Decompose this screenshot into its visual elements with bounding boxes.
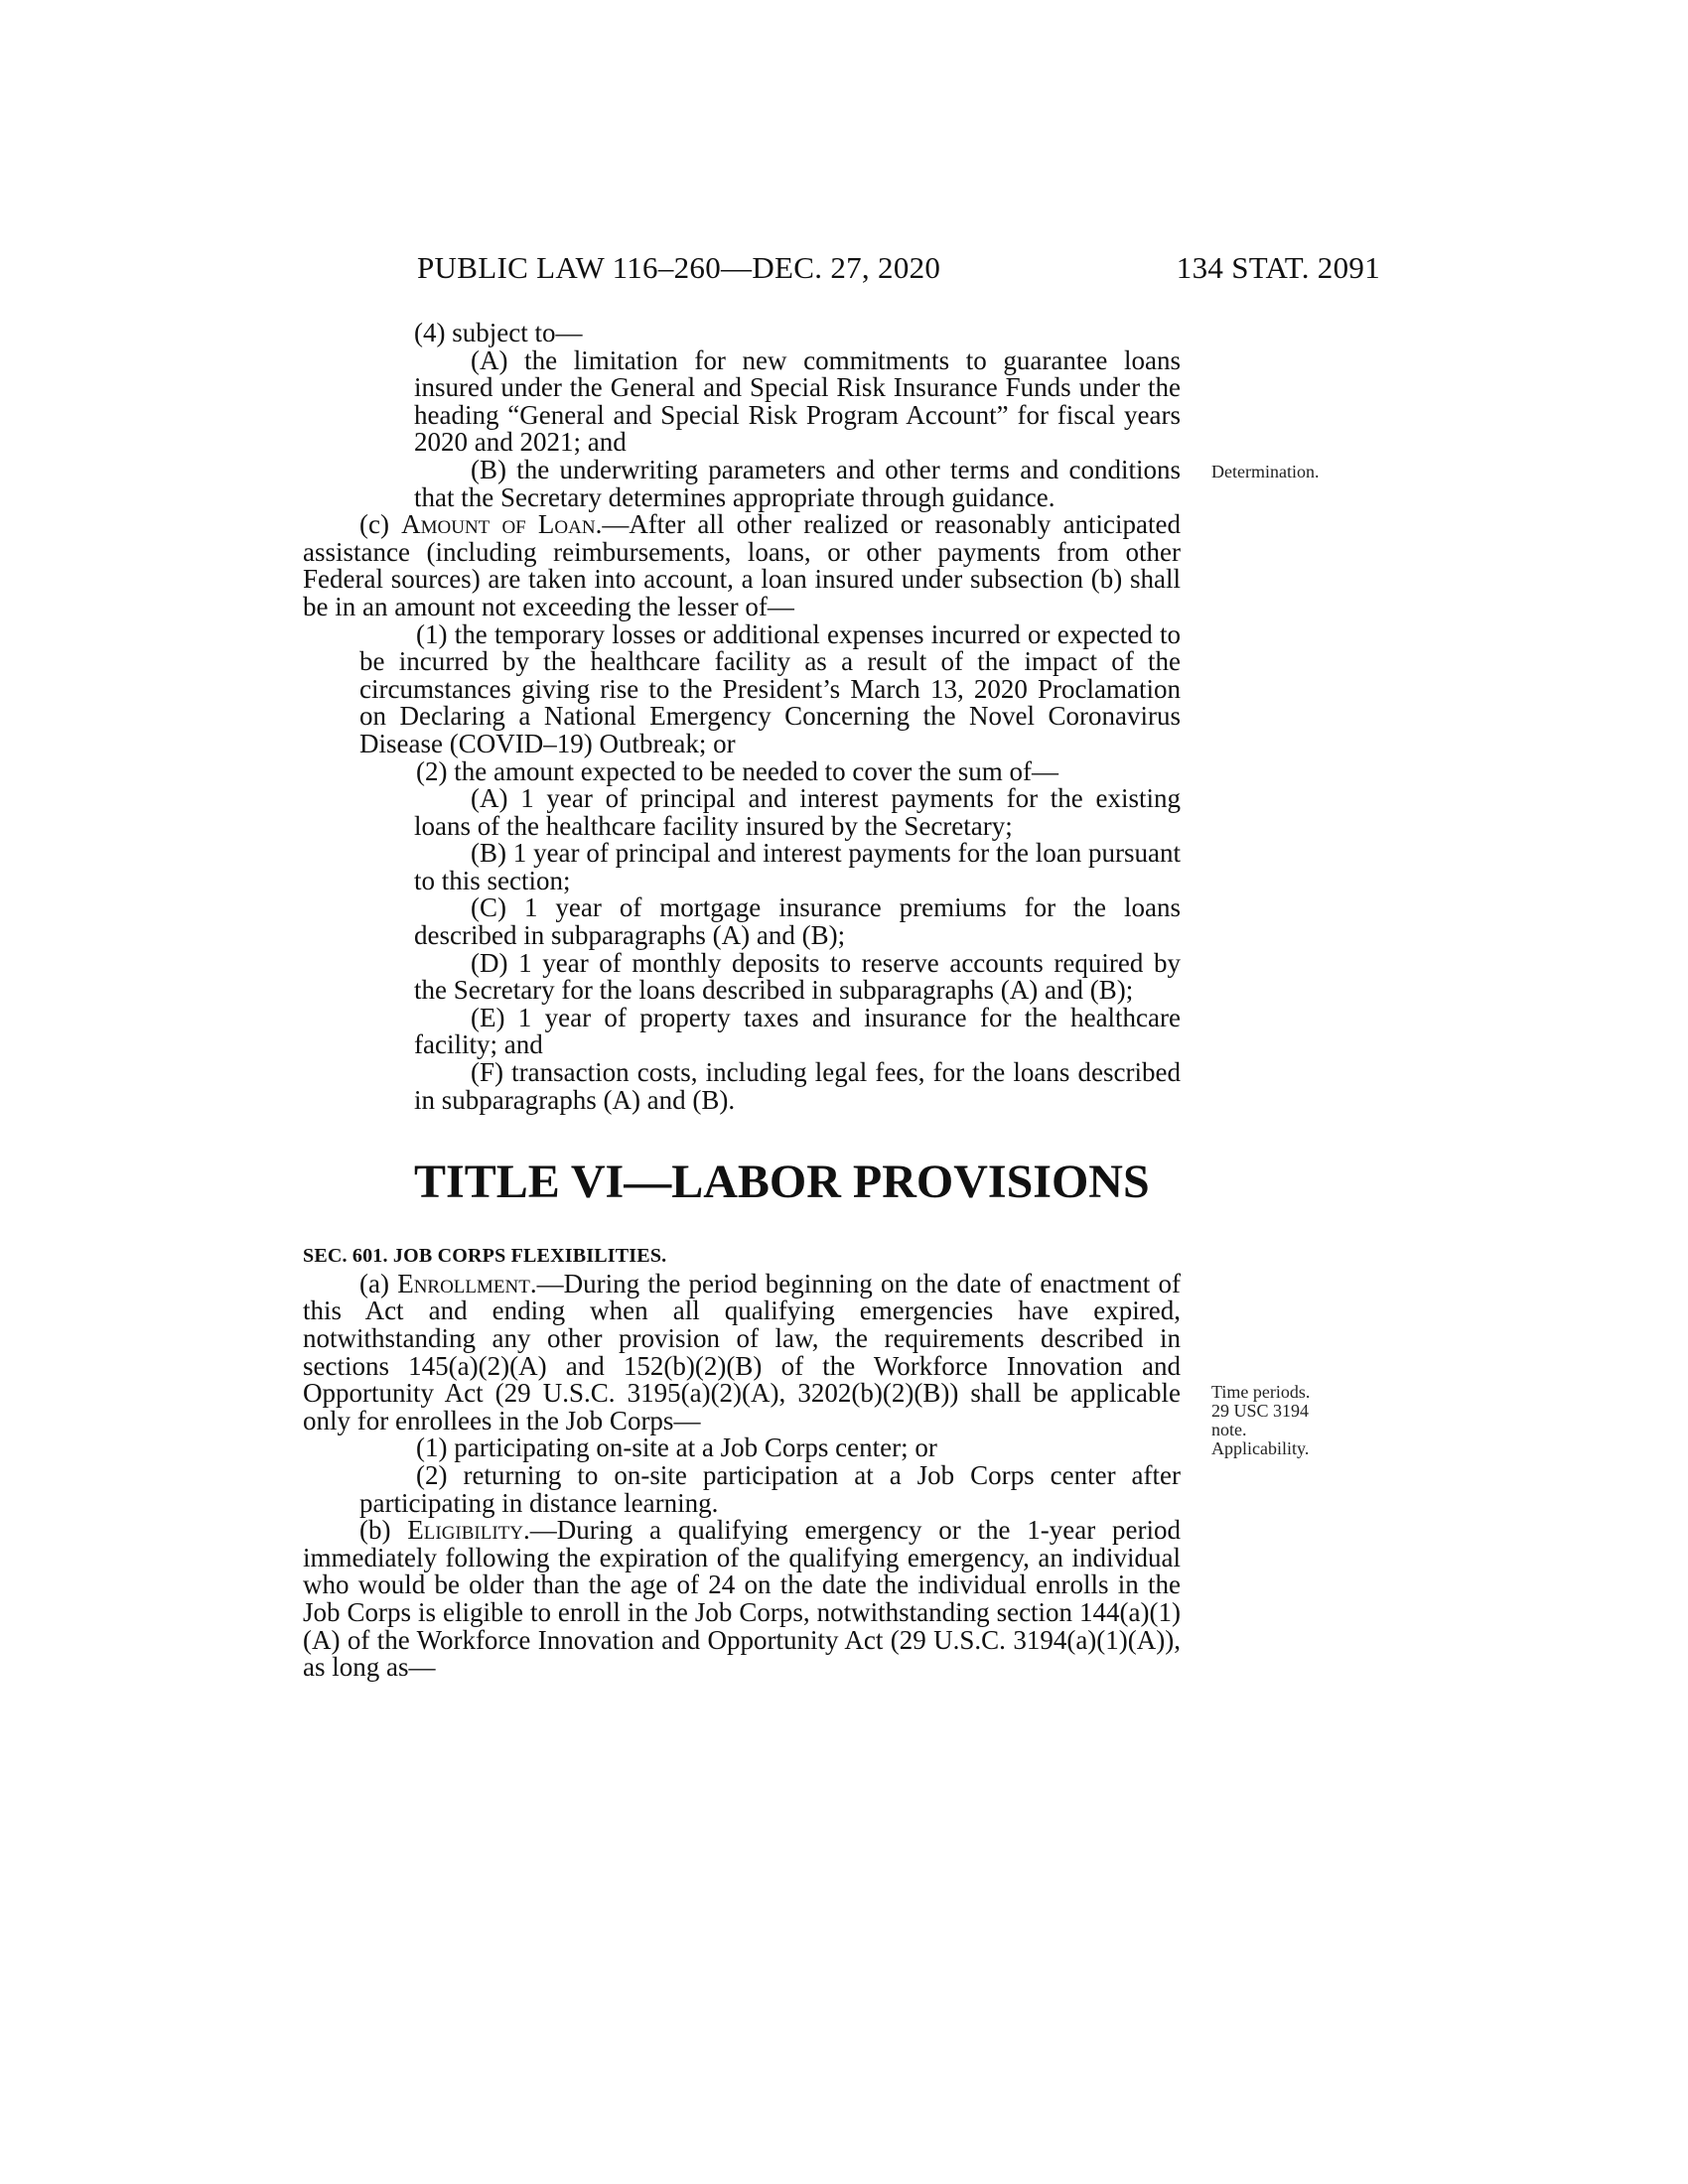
subparagraph-c2c: (C) 1 year of mortgage insurance premiums for the loans described in subparagraphs (A) and (B);: [414, 892, 1181, 951]
margin-note-determination: Determination.: [1211, 462, 1320, 481]
subsection-c: [303, 511, 1181, 620]
paragraph-a2: (2) returning to on-site participation at a Job Corps center after participating in distance learning.: [359, 1459, 1181, 1518]
paragraph-c2: (2) the amount expected to be needed to cover the sum of—: [416, 755, 1059, 786]
public-law-citation: PUBLIC LAW 116–260—DEC. 27, 2020: [417, 250, 941, 285]
statute-page-number: 134 STAT. 2091: [1176, 250, 1380, 285]
running-head: [417, 250, 1380, 290]
subparagraph-4a: (A) the limitation for new commitments to guarantee loans insured under the General and Special Risk Insurance Funds under the heading “General and Special Risk Program Account” for fiscal years 2020 and 2021; and: [414, 344, 1181, 458]
subsection-a: [303, 1268, 1181, 1435]
paragraph-4: (4) subject to—: [414, 318, 583, 347]
section-heading: SEC. 601. JOB CORPS FLEXIBILITIES.: [303, 1245, 667, 1268]
margin-note-sec-601: [1211, 1383, 1310, 1458]
margin-note-line: Time periods.: [1211, 1382, 1311, 1402]
margin-note-line: note.: [1211, 1420, 1247, 1439]
document-body: [303, 320, 1181, 1682]
title-heading: TITLE VI—LABOR PROVISIONS: [414, 1156, 1150, 1209]
subsection-b-label: (b): [359, 1515, 408, 1546]
margin-note-line: Applicability.: [1211, 1438, 1310, 1458]
margin-note-line: 29 USC 3194: [1211, 1401, 1310, 1421]
subsection-c-text: .—After all other realized or reasonably anticipated assistance (including reimbursements, loans, or other payments from other Federal sources) are taken into account, a loan insured under subsection (b) shall be in an amount not exceeding the lesser of—: [303, 509, 1182, 621]
subparagraph-4b: (B) the underwriting parameters and other terms and conditions that the Secretary determines appropriate through guidance.: [414, 454, 1181, 512]
paragraph-a1: (1) participating on-site at a Job Corps center; or: [416, 1433, 937, 1463]
subparagraph-c2e: (E) 1 year of property taxes and insurance for the healthcare facility; and: [414, 1002, 1181, 1060]
subparagraph-c2b: (B) 1 year of principal and interest payments for the loan pursuant to this section;: [414, 838, 1181, 895]
subsection-b-text: .—During a qualifying emergency or the 1-year period immediately following the expiration of the qualifying emergency, an individual who would be older than the age of 24 on the date the individual enrolls in the Job Corps is eligible to enroll in the Job Corps, notwithstanding section 144(a)(1)(A) of the Workforce Innovation and Opportunity Act (29 U.S.C. 3194(a)(1)(A)), as long as—: [303, 1515, 1181, 1683]
subsection-a-text: .—During the period beginning on the date of enactment of this Act and ending when all qualifying emergencies have expired, notwithstanding any other provision of law, the requirements described in sections 145(a)(2)(A) and 152(b)(2)(B) of the Workforce Innovation and Opportunity Act (29 U.S.C. 3195(a)(2)(A), 3202(b)(2)(B)) shall be applicable only for enrollees in the Job Corps—: [303, 1268, 1181, 1435]
subparagraph-c2f: (F) transaction costs, including legal fees, for the loans described in subparagraphs (A) and (B).: [414, 1057, 1181, 1115]
subsection-c-heading: Amount of Loan: [401, 509, 596, 540]
subsection-a-label: (a): [359, 1268, 398, 1298]
paragraph-c1: (1) the temporary losses or additional expenses incurred or expected to be incurred by the healthcare facility as a result of the impact of the circumstances giving rise to the President’s March 13, 2020 Proclamation on Declaring a National Emergency Concerning the Novel Coronavirus Disease (COVID–19) Outbreak; or: [359, 618, 1181, 758]
subparagraph-c2a: (A) 1 year of principal and interest payments for the existing loans of the healthcare facility insured by the Secretary;: [414, 783, 1181, 841]
subsection-b: [303, 1517, 1181, 1682]
subsection-c-label: (c): [359, 509, 402, 540]
subparagraph-c2d: (D) 1 year of monthly deposits to reserve accounts required by the Secretary for the loans described in subparagraphs (A) and (B);: [414, 947, 1181, 1006]
subsection-a-heading: Enrollment: [397, 1268, 530, 1298]
subsection-b-heading: Eligibility: [407, 1515, 523, 1546]
